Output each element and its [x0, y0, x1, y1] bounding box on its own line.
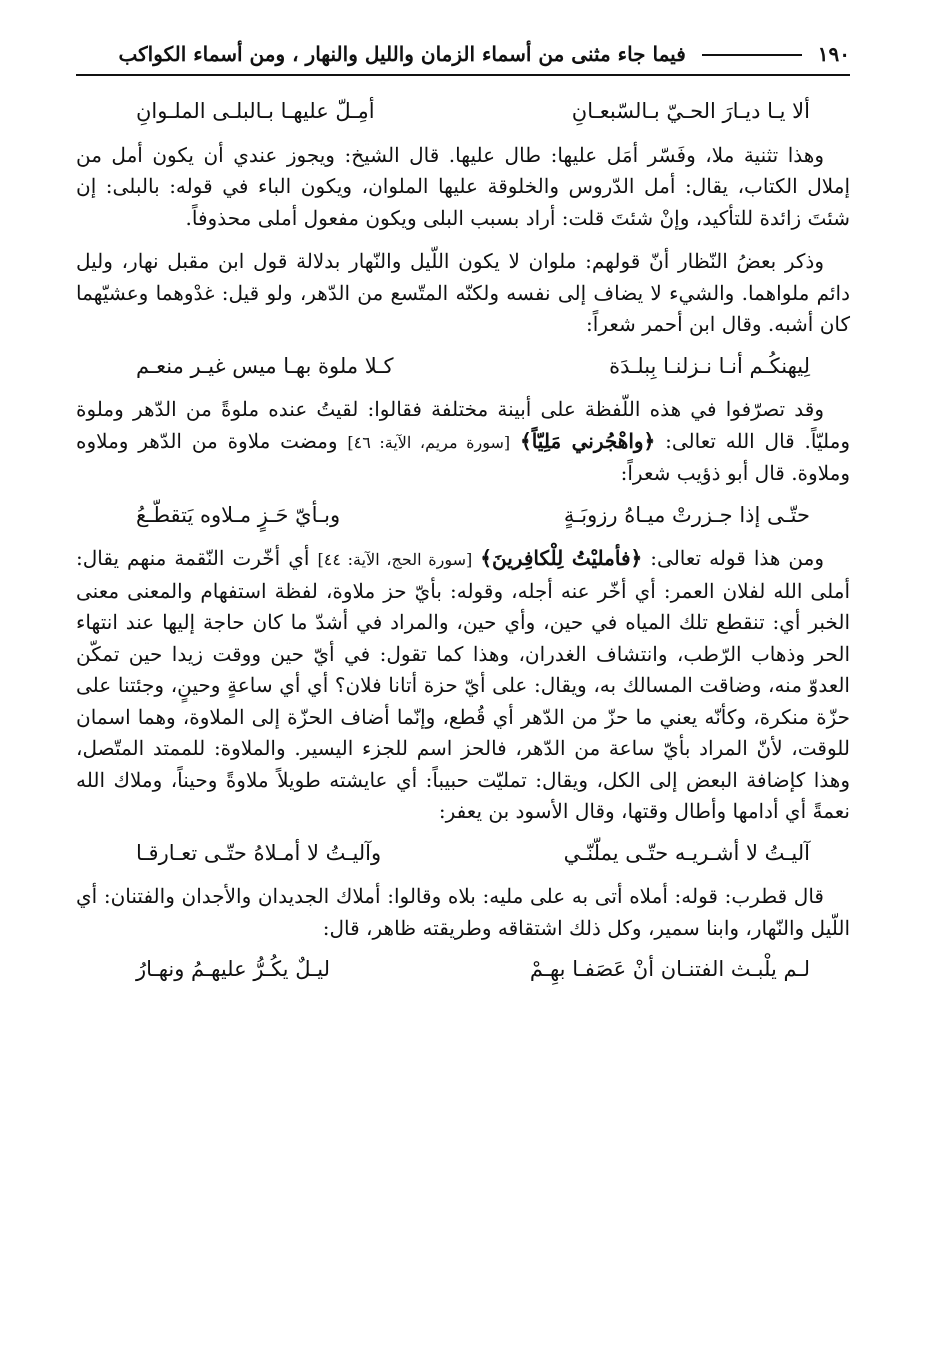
page-number: ١٩٠ — [817, 42, 850, 66]
verse-3 — [76, 500, 850, 532]
verse-hemistich-right: حتّـى إذا جـزرتْ ميـاهُ رزوبَـةٍ — [563, 502, 810, 527]
verse-4 — [76, 838, 850, 870]
verse-1 — [76, 96, 850, 128]
quran-quote: ﴿واهْجُرني مَلِيّاً﴾ — [519, 428, 656, 453]
quran-reference: [سورة مريم، الآية: ٤٦] — [347, 432, 511, 452]
spacer — [76, 234, 850, 246]
paragraph-4 — [76, 543, 850, 828]
running-header — [76, 34, 850, 76]
verse-hemistich-right: ألا يـا ديـارَ الحـيّ بـالسّبعـانِ — [571, 99, 810, 123]
verse-hemistich-left: كـلا ملوة بهـا ميس غيـر منعـم — [136, 353, 394, 378]
quran-quote: ﴿فأمليْتُ لِلْكافِرينَ﴾ — [480, 546, 643, 570]
paragraph-3 — [76, 394, 850, 490]
verse-hemistich-left: وآليـتُ لا أمـلاهُ حتّـى تعـارقـا — [136, 840, 382, 865]
verse-hemistich-left: وبـأيّ حَـزٍ مـلاوه يَتقطّـعُ — [136, 502, 341, 527]
paragraph-1: وهذا تثنية ملا، وفَسّر أمَل عليها: طال عليها. قال الشيخ: ويجوز عندي أن يكون أمل من إملال الكتاب، يقال: أمل الدّروس والخلوقة عليها الملوان، ويكون الباء في قوله: بالبلى: إن شئتَ زائدة للتأكيد، وإنْ شئتَ قلت: أراد بسبب البلى ويكون مفعول أملى محذوفاً. — [76, 142, 850, 230]
verse-hemistich-right: آليـتُ لا أشـريـه حتّـى يملّنّـي — [563, 840, 810, 865]
paragraph-3-text-a: وقد تصرّفوا في هذه اللّفظة على أبينة مختلفة فقالوا: لقيتُ عنده ملوةً من الدّهر وملوة ومليّاً. قال الله تعالى: — [76, 397, 851, 453]
paragraph-5: قال قطرب: قوله: أملاه أتى به على مليه: بلاه وقالوا: أملاك الجديدان والأجدان والفتنان: أي اللّيل والنّهار، وابنا سمير، وكل ذلك اشتقاقه وطريقته ظاهر، قال: — [76, 884, 850, 940]
chapter-title: فيما جاء مثنى من أسماء الزمان والليل والنهار ، ومن أسماء الكواكب — [118, 42, 686, 66]
paragraph-4-text-b: أي أخّرت النّقمة منهم يقال: أملى الله لفلان العمر: أي أخّر عنه أجله، وقوله: بأيّ حز ملاوة، لفظة استفهام والمعنى معنى الخبر أي: تنقطع تلك المياه في حين، وأي حين، والمراد في أشدّ ما كان حاجة إليها عند انتهاء الحر وذهاب الرّطب، وانتشاف الغدران، وهذا كما تقول: في أيّ حين ووقت زيدا حين تمكّن العدوّ منه، وضاقت المسالك به، ويقال: على أيّ حزة أتانا فلان؟ أي أي ساعةٍ وحينٍ، وجئتنا على حزّة منكرة، وكأنّه يعني ما حزّ من الدّهر أي قُطع، وإنّما أضاف الحزّة إلى الملاوة، وهما اسمان للوقت، لأنّ المراد بأيّ ساعة من الدّهر، فالحز اسم للجزء اليسير. والملاوة: للممتد المتّصل، وهذا كإضافة البعض إلى الكل، ويقال: تمليّت حبيباً: أي عايشته طويلاً ملاوةً وحيناً، وملاك الله نعمةً أي أدامها وأطال وقتها، وقال الأسود بن يعفر: — [76, 546, 850, 823]
header-dash — [702, 54, 802, 56]
quran-reference: [سورة الحج، الآية: ٤٤] — [317, 550, 473, 569]
verse-hemistich-left: أمِـلّ عليهـا بـالبلـى الملـوانِ — [136, 99, 375, 123]
verse-hemistich-left: ليـلٌ يكُـرُّ عليهـمُ ونهـارُ — [136, 957, 330, 981]
page-body — [76, 86, 850, 998]
verse-hemistich-right: لِيهنكُـم أنـا نـزلنـا بِبلـدَة — [609, 353, 810, 378]
paragraph-2: وذكر بعضُ النّظار أنّ قولهم: ملوان لا يكون اللّيل والنّهار بدلالة قول ابن مقبل نهار، وليل دائم ملواهما. والشيء لا يضاف إلى نفسه ولكنّه المتّسع من الدّهر، ولو قيل: غدْوهما وعشيّهما كان أشبه. وقال ابن أحمر شعراً: — [76, 249, 850, 336]
verse-2 — [76, 351, 850, 383]
verse-5 — [76, 954, 850, 986]
paragraph-4-text-a: ومن هذا قوله تعالى: — [650, 546, 825, 570]
verse-hemistich-right: لـم يلْبـث الفتنـان أنْ عَصَفـا بهِـمْ — [529, 957, 810, 981]
paragraph-3-text-b: ومضت ملاوة من الدّهر وملاوه وملاوة. قال أبو ذؤيب شعراً: — [76, 428, 850, 485]
